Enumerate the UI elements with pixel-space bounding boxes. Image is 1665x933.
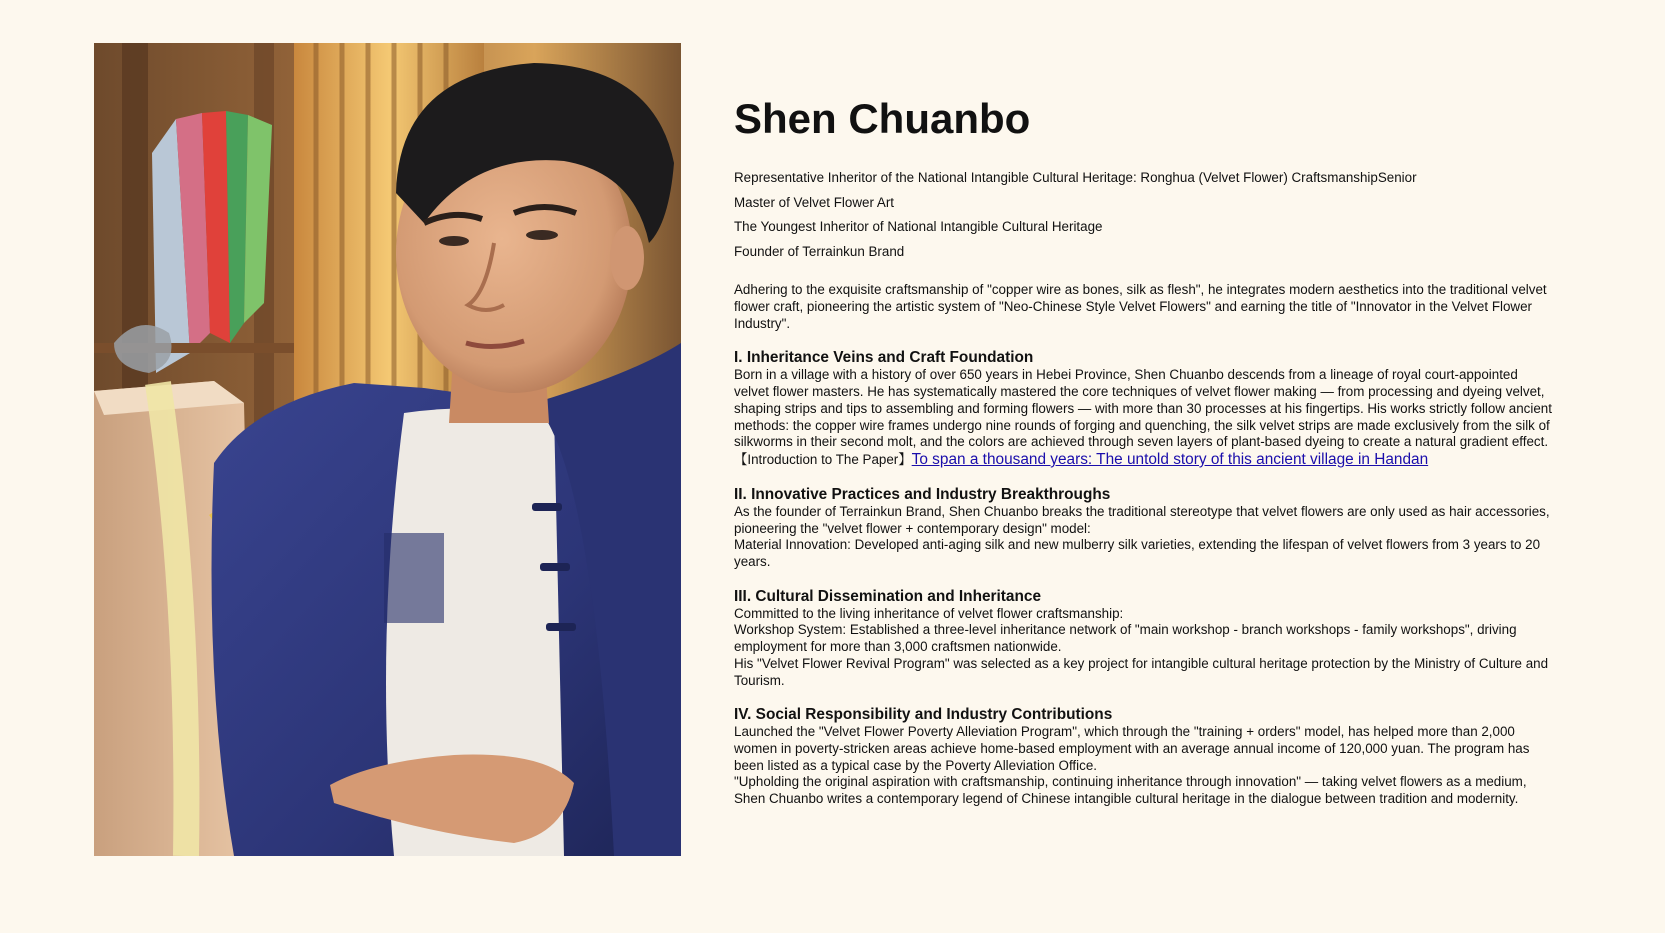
section-heading: I. Inheritance Veins and Craft Foundation (734, 349, 1034, 367)
section-heading: IV. Social Responsibility and Industry Contributions (734, 706, 1113, 724)
portrait-photo (94, 43, 681, 856)
section-paragraph: Committed to the living inheritance of velvet flower craftsmanship: (734, 605, 1124, 621)
title-line: Representative Inheritor of the National Intangible Cultural Heritage: Ronghua (Velvet Flower) CraftsmanshipSenior (734, 170, 1417, 185)
section-heading: II. Innovative Practices and Industry Breakthroughs (734, 485, 1111, 503)
section-dissemination (734, 588, 1556, 690)
section-innovation (734, 486, 1556, 571)
section-paragraph: Workshop System: Established a three-level inheritance network of "main workshop - branch workshops - family workshops", driving employment for more than 3,000 craftsmen nationwide. (734, 622, 1517, 655)
the-paper-article-link[interactable]: To span a thousand years: The untold story of this ancient village in Handan (911, 450, 1429, 468)
title-list (734, 166, 1556, 264)
section-paragraph: Material Innovation: Developed anti-aging silk and new mulberry silk varieties, extending the lifespan of velvet flowers from 3 years to 20 years. (734, 537, 1541, 570)
section-heading: III. Cultural Dissemination and Inheritance (734, 587, 1042, 605)
section-social-responsibility (734, 706, 1556, 808)
profile-name: Shen Chuanbo (734, 95, 1031, 142)
intro-paragraph: Adhering to the exquisite craftsmanship of "copper wire as bones, silk as flesh", he integrates modern aesthetics into the traditional velvet flower craft, pioneering the artistic system of "Neo-Chinese Style Velvet Flowers" and earning the title of "Innovator in the Velvet Flower Industry". (734, 282, 1547, 331)
section-paragraph: Born in a village with a history of over 650 years in Hebei Province, Shen Chuanbo descends from a lineage of royal court-appointed velvet flower masters. He has systematically mastered the core techniques of velvet flower making — from processing and dyeing velvet, shaping strips and tips to assembling and forming flowers — with more than 30 processes at his fingertips. His works strictly follow ancient methods: the copper wire frames undergo nine rounds of forging and quenching, the silk velvet strips are made exclusively from the silk of silkworms in their second molt, and the colors are achieved through seven layers of plant-based dyeing to create a natural gradient effect. (734, 367, 1552, 450)
title-line: The Youngest Inheritor of National Intangible Cultural Heritage (734, 219, 1103, 234)
section-paragraph: His "Velvet Flower Revival Program" was selected as a key project for intangible cultural heritage protection by the Ministry of Culture and Tourism. (734, 655, 1549, 688)
reference-line (734, 451, 1556, 469)
title-line: Master of Velvet Flower Art (734, 194, 895, 210)
section-paragraph: As the founder of Terrainkun Brand, Shen Chuanbo breaks the traditional stereotype that velvet flowers are only used as hair accessories, pioneering the "velvet flower + contemporary design" model: (734, 503, 1550, 536)
profile-content (734, 94, 1556, 808)
title-line: Founder of Terrainkun Brand (734, 243, 905, 259)
section-paragraph: Launched the "Velvet Flower Poverty Alleviation Program", which through the "training + orders" model, has helped more than 2,000 women in poverty-stricken areas achieve home-based employment with an average annual income of 120,000 yuan. The program has been listed as a typical case by the Poverty Alleviation Office. (734, 724, 1530, 773)
section-paragraph: "Upholding the original aspiration with craftsmanship, continuing inheritance through innovation" — taking velvet flowers as a medium, Shen Chuanbo writes a contemporary legend of Chinese intangible cultural heritage in the dialogue between tradition and modernity. (734, 774, 1527, 807)
reference-prefix: 【Introduction to The Paper】 (734, 451, 912, 467)
section-inheritance (734, 349, 1556, 469)
